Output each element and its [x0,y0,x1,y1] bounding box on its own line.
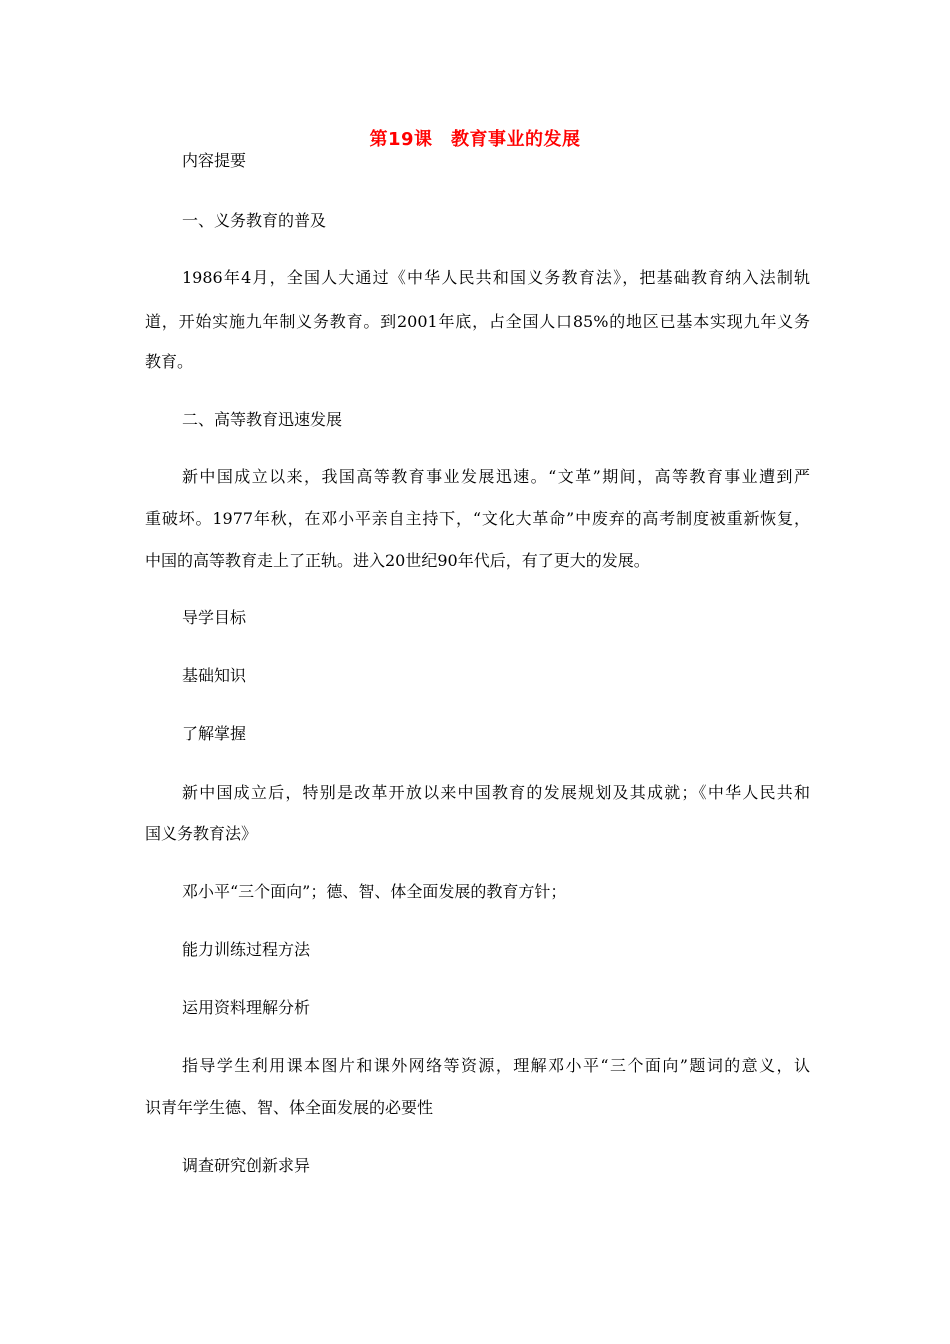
section-heading-higher-education: 二、高等教育迅速发展 [182,410,343,429]
paragraph-line: 道，开始实施九年制义务教育。到2001年底，占全国人口85%的地区已基本实现九年义务 [145,312,810,331]
paragraph-line: 指导学生利用课本图片和课外网络等资源，理解邓小平“三个面向”题词的意义，认 [182,1056,810,1075]
paragraph-line: 重破坏。1977年秋，在邓小平亲自主持下，“文化大革命”中废弃的高考制度被重新恢复， [145,509,810,528]
heading-understand-master: 了解掌握 [182,724,247,743]
heading-research-innovation: 调查研究创新求异 [182,1156,311,1175]
lesson-title: 第19课 教育事业的发展 [369,129,581,150]
heading-basic-knowledge: 基础知识 [182,666,247,685]
heading-ability-training: 能力训练过程方法 [182,940,311,959]
paragraph-line: 中国的高等教育走上了正轨。进入20世纪90年代后，有了更大的发展。 [145,551,650,570]
paragraph-line: 邓小平“三个面向”；德、智、体全面发展的教育方针； [182,882,567,901]
heading-analysis: 运用资料理解分析 [182,998,311,1017]
heading-learning-goals: 导学目标 [182,608,247,627]
section-heading-summary: 内容提要 [182,151,247,170]
paragraph-line: 教育。 [145,352,194,371]
paragraph-line: 新中国成立以来，我国高等教育事业发展迅速。“文革”期间，高等教育事业遭到严 [182,467,810,486]
paragraph-line: 1986年4月，全国人大通过《中华人民共和国义务教育法》，把基础教育纳入法制轨 [182,268,810,287]
paragraph-line: 识青年学生德、智、体全面发展的必要性 [145,1098,434,1117]
paragraph-line: 新中国成立后，特别是改革开放以来中国教育的发展规划及其成就；《中华人民共和 [182,783,810,802]
paragraph-line: 国义务教育法》 [145,824,258,843]
section-heading-compulsory-education: 一、义务教育的普及 [182,211,327,230]
